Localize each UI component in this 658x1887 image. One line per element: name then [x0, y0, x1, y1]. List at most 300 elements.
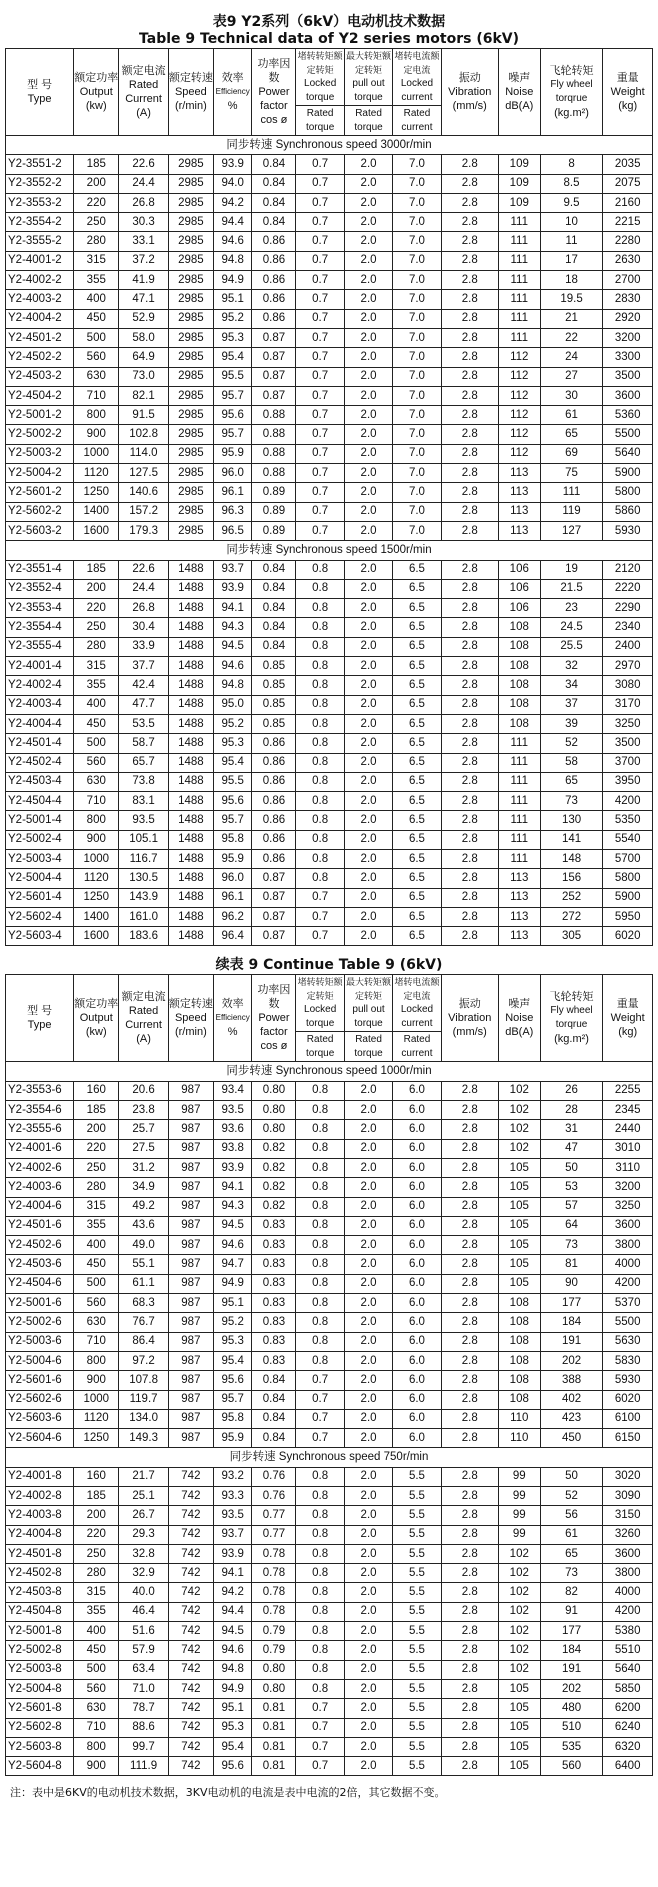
value-cell: 65.7: [119, 753, 169, 772]
value-cell: 0.85: [252, 714, 296, 733]
value-cell: 742: [168, 1737, 213, 1756]
value-cell: 2.8: [441, 869, 498, 888]
value-cell: 49.2: [119, 1197, 169, 1216]
value-cell: 130: [540, 811, 603, 830]
value-cell: 0.8: [296, 1197, 344, 1216]
value-cell: 21.5: [540, 579, 603, 598]
value-cell: 46.4: [119, 1602, 169, 1621]
value-cell: 2.0: [344, 1371, 392, 1390]
value-cell: 0.7: [296, 213, 344, 232]
value-cell: 0.88: [252, 464, 296, 483]
value-cell: 450: [74, 1255, 119, 1274]
value-cell: 0.84: [252, 1429, 296, 1448]
value-cell: 2.8: [441, 599, 498, 618]
value-cell: 2.0: [344, 1487, 392, 1506]
model-cell: Y2-3554-6: [6, 1101, 74, 1120]
value-cell: 2.8: [441, 1236, 498, 1255]
value-cell: 0.7: [296, 155, 344, 174]
value-cell: 0.8: [296, 869, 344, 888]
value-cell: 0.8: [296, 1120, 344, 1139]
model-cell: Y2-5004-6: [6, 1351, 74, 1370]
value-cell: 2.8: [441, 1564, 498, 1583]
value-cell: 1250: [74, 483, 119, 502]
value-cell: 47: [540, 1139, 603, 1158]
col-output: 额定功率 Output (kw): [74, 49, 119, 136]
value-cell: 4200: [603, 1274, 653, 1293]
value-cell: 116.7: [119, 849, 169, 868]
value-cell: 0.87: [252, 367, 296, 386]
value-cell: 710: [74, 792, 119, 811]
value-cell: 0.7: [296, 193, 344, 212]
value-cell: 2.8: [441, 1429, 498, 1448]
value-cell: 5.5: [393, 1525, 441, 1544]
table-row: [6, 444, 653, 463]
value-cell: 0.77: [252, 1525, 296, 1544]
value-cell: 0.8: [296, 1274, 344, 1293]
model-cell: Y2-4504-2: [6, 386, 74, 405]
value-cell: 315: [74, 251, 119, 270]
value-cell: 18: [540, 271, 603, 290]
value-cell: 5900: [603, 888, 653, 907]
value-cell: 5.5: [393, 1564, 441, 1583]
value-cell: 2.0: [344, 328, 392, 347]
value-cell: 0.7: [296, 907, 344, 926]
value-cell: 26: [540, 1081, 603, 1100]
value-cell: 2.8: [441, 464, 498, 483]
value-cell: 2.8: [441, 1390, 498, 1409]
value-cell: 93.2: [213, 1467, 252, 1486]
value-cell: 0.8: [296, 830, 344, 849]
model-cell: Y2-4001-2: [6, 251, 74, 270]
value-cell: 1488: [168, 676, 213, 695]
value-cell: 2.0: [344, 657, 392, 676]
value-cell: 7.0: [393, 213, 441, 232]
value-cell: 34.9: [119, 1178, 169, 1197]
value-cell: 108: [498, 657, 540, 676]
value-cell: 0.87: [252, 907, 296, 926]
value-cell: 2.8: [441, 1525, 498, 1544]
value-cell: 57: [540, 1197, 603, 1216]
value-cell: 3260: [603, 1525, 653, 1544]
value-cell: 25.7: [119, 1120, 169, 1139]
value-cell: 21.7: [119, 1467, 169, 1486]
model-cell: Y2-5601-2: [6, 483, 74, 502]
value-cell: 480: [540, 1699, 603, 1718]
value-cell: 99: [498, 1525, 540, 1544]
value-cell: 0.84: [252, 1371, 296, 1390]
value-cell: 2.8: [441, 444, 498, 463]
value-cell: 2.8: [441, 676, 498, 695]
col-locked-torque-den: Rated torque: [296, 106, 344, 136]
value-cell: 6400: [603, 1757, 653, 1776]
value-cell: 900: [74, 425, 119, 444]
value-cell: 0.80: [252, 1660, 296, 1679]
value-cell: 109: [498, 174, 540, 193]
value-cell: 95.2: [213, 714, 252, 733]
value-cell: 7.0: [393, 309, 441, 328]
value-cell: 0.8: [296, 695, 344, 714]
value-cell: 2340: [603, 618, 653, 637]
table-row: [6, 483, 653, 502]
value-cell: 6.0: [393, 1371, 441, 1390]
value-cell: 3500: [603, 734, 653, 753]
value-cell: 900: [74, 830, 119, 849]
value-cell: 113: [498, 907, 540, 926]
value-cell: 24.4: [119, 174, 169, 193]
value-cell: 2.0: [344, 483, 392, 502]
value-cell: 25.5: [540, 637, 603, 656]
value-cell: 64: [540, 1216, 603, 1235]
value-cell: 2.0: [344, 714, 392, 733]
value-cell: 2.8: [441, 792, 498, 811]
value-cell: 2.0: [344, 1120, 392, 1139]
value-cell: 2.0: [344, 1429, 392, 1448]
value-cell: 0.86: [252, 811, 296, 830]
table1: [5, 48, 653, 946]
value-cell: 94.1: [213, 1178, 252, 1197]
value-cell: 5640: [603, 1660, 653, 1679]
value-cell: 987: [168, 1216, 213, 1235]
value-cell: 6.0: [393, 1332, 441, 1351]
value-cell: 2075: [603, 174, 653, 193]
table-row: [6, 811, 653, 830]
value-cell: 2.8: [441, 1371, 498, 1390]
model-cell: Y2-5002-8: [6, 1641, 74, 1660]
value-cell: 2.0: [344, 193, 392, 212]
value-cell: 2.0: [344, 927, 392, 946]
model-cell: Y2-5603-8: [6, 1737, 74, 1756]
value-cell: 0.86: [252, 251, 296, 270]
value-cell: 6.5: [393, 792, 441, 811]
value-cell: 2.0: [344, 348, 392, 367]
value-cell: 6.5: [393, 927, 441, 946]
value-cell: 6.0: [393, 1081, 441, 1100]
value-cell: 6.0: [393, 1294, 441, 1313]
footnote: 注：表中是6KV的电动机技术数据，3KV电动机的电流是表中电流的2倍，其它数据不变。: [10, 1786, 446, 1800]
value-cell: 2160: [603, 193, 653, 212]
value-cell: 0.7: [296, 1737, 344, 1756]
value-cell: 2.8: [441, 1139, 498, 1158]
model-cell: Y2-4004-4: [6, 714, 74, 733]
value-cell: 6.0: [393, 1236, 441, 1255]
table-row: [6, 657, 653, 676]
value-cell: 6.5: [393, 579, 441, 598]
table-row: [6, 464, 653, 483]
value-cell: 630: [74, 367, 119, 386]
col-locked-torque: 堵转转矩额定转矩 Locked torque: [296, 49, 344, 106]
value-cell: 560: [74, 753, 119, 772]
model-cell: Y2-4004-6: [6, 1197, 74, 1216]
value-cell: 742: [168, 1622, 213, 1641]
model-cell: Y2-4504-6: [6, 1274, 74, 1293]
value-cell: 0.8: [296, 1351, 344, 1370]
value-cell: 2.8: [441, 425, 498, 444]
value-cell: 75: [540, 464, 603, 483]
value-cell: 742: [168, 1467, 213, 1486]
value-cell: 130.5: [119, 869, 169, 888]
value-cell: 6150: [603, 1429, 653, 1448]
value-cell: 73.8: [119, 772, 169, 791]
value-cell: 0.8: [296, 1139, 344, 1158]
value-cell: 2.0: [344, 213, 392, 232]
value-cell: 0.88: [252, 425, 296, 444]
model-cell: Y2-5602-2: [6, 502, 74, 521]
value-cell: 2.0: [344, 1197, 392, 1216]
table-row: [6, 560, 653, 579]
value-cell: 7.0: [393, 483, 441, 502]
value-cell: 160: [74, 1467, 119, 1486]
value-cell: 2.0: [344, 1351, 392, 1370]
value-cell: 2.0: [344, 464, 392, 483]
value-cell: 37.2: [119, 251, 169, 270]
value-cell: 0.7: [296, 444, 344, 463]
table-row: [6, 290, 653, 309]
value-cell: 0.7: [296, 348, 344, 367]
value-cell: 58: [540, 753, 603, 772]
value-cell: 6.5: [393, 734, 441, 753]
value-cell: 500: [74, 328, 119, 347]
page: [0, 14, 658, 1887]
value-cell: 93.5: [213, 1506, 252, 1525]
value-cell: 3170: [603, 695, 653, 714]
table-row: [6, 1622, 653, 1641]
value-cell: 95.7: [213, 425, 252, 444]
value-cell: 2830: [603, 290, 653, 309]
value-cell: 24.5: [540, 618, 603, 637]
value-cell: 8: [540, 155, 603, 174]
value-cell: 112: [498, 425, 540, 444]
value-cell: 110: [498, 1429, 540, 1448]
model-cell: Y2-5601-4: [6, 888, 74, 907]
value-cell: 102: [498, 1081, 540, 1100]
value-cell: 2.0: [344, 1313, 392, 1332]
value-cell: 105: [498, 1216, 540, 1235]
value-cell: 94.6: [213, 1236, 252, 1255]
value-cell: 95.9: [213, 1429, 252, 1448]
value-cell: 987: [168, 1332, 213, 1351]
value-cell: 742: [168, 1718, 213, 1737]
table-row: [6, 1506, 653, 1525]
value-cell: 58.7: [119, 734, 169, 753]
col-flywheel: 飞轮转矩 Fly wheel torqrue (kg.m²): [540, 49, 603, 136]
value-cell: 65: [540, 425, 603, 444]
value-cell: 0.81: [252, 1718, 296, 1737]
model-cell: Y2-5001-2: [6, 406, 74, 425]
value-cell: 2.0: [344, 502, 392, 521]
value-cell: 252: [540, 888, 603, 907]
value-cell: 0.81: [252, 1699, 296, 1718]
value-cell: 2.8: [441, 637, 498, 656]
value-cell: 110: [498, 1409, 540, 1428]
value-cell: 0.76: [252, 1487, 296, 1506]
value-cell: 2.8: [441, 695, 498, 714]
value-cell: 0.8: [296, 1294, 344, 1313]
col-power-factor: 功率因数 Power factor cos ø: [252, 49, 296, 136]
value-cell: 2.0: [344, 1139, 392, 1158]
value-cell: 0.78: [252, 1564, 296, 1583]
value-cell: 0.7: [296, 251, 344, 270]
value-cell: 2.8: [441, 772, 498, 791]
value-cell: 113: [498, 888, 540, 907]
model-cell: Y2-4502-6: [6, 1236, 74, 1255]
value-cell: 94.2: [213, 193, 252, 212]
value-cell: 2.8: [441, 367, 498, 386]
value-cell: 26.7: [119, 1506, 169, 1525]
value-cell: 0.8: [296, 1564, 344, 1583]
value-cell: 800: [74, 1351, 119, 1370]
value-cell: 0.8: [296, 734, 344, 753]
table-row: [6, 213, 653, 232]
value-cell: 95.5: [213, 367, 252, 386]
value-cell: 0.8: [296, 1158, 344, 1177]
value-cell: 2.0: [344, 1216, 392, 1235]
value-cell: 127.5: [119, 464, 169, 483]
value-cell: 0.83: [252, 1236, 296, 1255]
value-cell: 987: [168, 1101, 213, 1120]
value-cell: 0.8: [296, 1101, 344, 1120]
model-cell: Y2-3553-4: [6, 599, 74, 618]
value-cell: 111: [498, 753, 540, 772]
value-cell: 400: [74, 1236, 119, 1255]
value-cell: 51.6: [119, 1622, 169, 1641]
value-cell: 987: [168, 1197, 213, 1216]
value-cell: 143.9: [119, 888, 169, 907]
value-cell: 0.8: [296, 1641, 344, 1660]
value-cell: 0.86: [252, 734, 296, 753]
value-cell: 0.8: [296, 657, 344, 676]
value-cell: 2.8: [441, 579, 498, 598]
value-cell: 3950: [603, 772, 653, 791]
value-cell: 1488: [168, 657, 213, 676]
value-cell: 94.5: [213, 1216, 252, 1235]
value-cell: 1488: [168, 637, 213, 656]
value-cell: 0.76: [252, 1467, 296, 1486]
col-type: 型 号 Type: [6, 975, 74, 1062]
value-cell: 2.8: [441, 1467, 498, 1486]
value-cell: 2.0: [344, 1467, 392, 1486]
model-cell: Y2-3555-4: [6, 637, 74, 656]
value-cell: 0.87: [252, 328, 296, 347]
value-cell: 149.3: [119, 1429, 169, 1448]
value-cell: 0.7: [296, 1390, 344, 1409]
value-cell: 2.8: [441, 309, 498, 328]
value-cell: 5860: [603, 502, 653, 521]
value-cell: 2.0: [344, 1699, 392, 1718]
value-cell: 114.0: [119, 444, 169, 463]
value-cell: 0.8: [296, 1525, 344, 1544]
value-cell: 94.9: [213, 1274, 252, 1293]
value-cell: 2.8: [441, 328, 498, 347]
col-weight: 重量 Weight (kg): [603, 49, 653, 136]
value-cell: 6.5: [393, 618, 441, 637]
value-cell: 105: [498, 1274, 540, 1293]
value-cell: 7.0: [393, 290, 441, 309]
value-cell: 32: [540, 657, 603, 676]
col-output: 额定功率 Output (kw): [74, 975, 119, 1062]
value-cell: 65: [540, 1544, 603, 1563]
value-cell: 102: [498, 1564, 540, 1583]
section-header: 同步转速 Synchronous speed 1000r/min: [6, 1062, 653, 1081]
value-cell: 1488: [168, 695, 213, 714]
value-cell: 2985: [168, 232, 213, 251]
value-cell: 0.86: [252, 232, 296, 251]
value-cell: 0.82: [252, 1197, 296, 1216]
value-cell: 111: [498, 309, 540, 328]
value-cell: 2.8: [441, 1313, 498, 1332]
value-cell: 28: [540, 1101, 603, 1120]
value-cell: 450: [540, 1429, 603, 1448]
value-cell: 2.8: [441, 1332, 498, 1351]
value-cell: 4000: [603, 1255, 653, 1274]
value-cell: 95.7: [213, 1390, 252, 1409]
value-cell: 95.6: [213, 406, 252, 425]
value-cell: 0.85: [252, 657, 296, 676]
value-cell: 73: [540, 1564, 603, 1583]
table-row: [6, 309, 653, 328]
value-cell: 0.8: [296, 560, 344, 579]
value-cell: 71.0: [119, 1679, 169, 1698]
value-cell: 95.4: [213, 1351, 252, 1370]
table-row: [6, 1139, 653, 1158]
value-cell: 2985: [168, 309, 213, 328]
value-cell: 3500: [603, 367, 653, 386]
value-cell: 2.8: [441, 1120, 498, 1139]
value-cell: 0.87: [252, 386, 296, 405]
section-header: 同步转速 Synchronous speed 1500r/min: [6, 541, 653, 560]
value-cell: 2.0: [344, 406, 392, 425]
value-cell: 184: [540, 1641, 603, 1660]
value-cell: 2215: [603, 213, 653, 232]
value-cell: 2.0: [344, 1158, 392, 1177]
value-cell: 0.86: [252, 753, 296, 772]
value-cell: 112: [498, 386, 540, 405]
value-cell: 220: [74, 193, 119, 212]
table1-title-cn: 表9 Y2系列（6kV）电动机技术数据: [212, 14, 446, 30]
value-cell: 6.0: [393, 1197, 441, 1216]
value-cell: 108: [498, 714, 540, 733]
value-cell: 5380: [603, 1622, 653, 1641]
value-cell: 6.5: [393, 714, 441, 733]
table-row: [6, 792, 653, 811]
table-row: [6, 1757, 653, 1776]
value-cell: 2985: [168, 425, 213, 444]
value-cell: 5640: [603, 444, 653, 463]
model-cell: Y2-5602-4: [6, 907, 74, 926]
value-cell: 2985: [168, 193, 213, 212]
value-cell: 6.5: [393, 907, 441, 926]
table-row: [6, 1660, 653, 1679]
value-cell: 32.9: [119, 1564, 169, 1583]
value-cell: 2.8: [441, 502, 498, 521]
value-cell: 6.5: [393, 869, 441, 888]
model-cell: Y2-4002-2: [6, 271, 74, 290]
value-cell: 987: [168, 1120, 213, 1139]
value-cell: 191: [540, 1332, 603, 1351]
table-row: [6, 386, 653, 405]
value-cell: 0.86: [252, 849, 296, 868]
value-cell: 2.0: [344, 869, 392, 888]
value-cell: 90: [540, 1274, 603, 1293]
value-cell: 0.79: [252, 1641, 296, 1660]
value-cell: 2280: [603, 232, 653, 251]
value-cell: 83.1: [119, 792, 169, 811]
value-cell: 0.8: [296, 1602, 344, 1621]
value-cell: 2.0: [344, 155, 392, 174]
value-cell: 57.9: [119, 1641, 169, 1660]
value-cell: 0.78: [252, 1583, 296, 1602]
col-current: 额定电流 Rated Current (A): [119, 49, 169, 136]
value-cell: 6.5: [393, 753, 441, 772]
